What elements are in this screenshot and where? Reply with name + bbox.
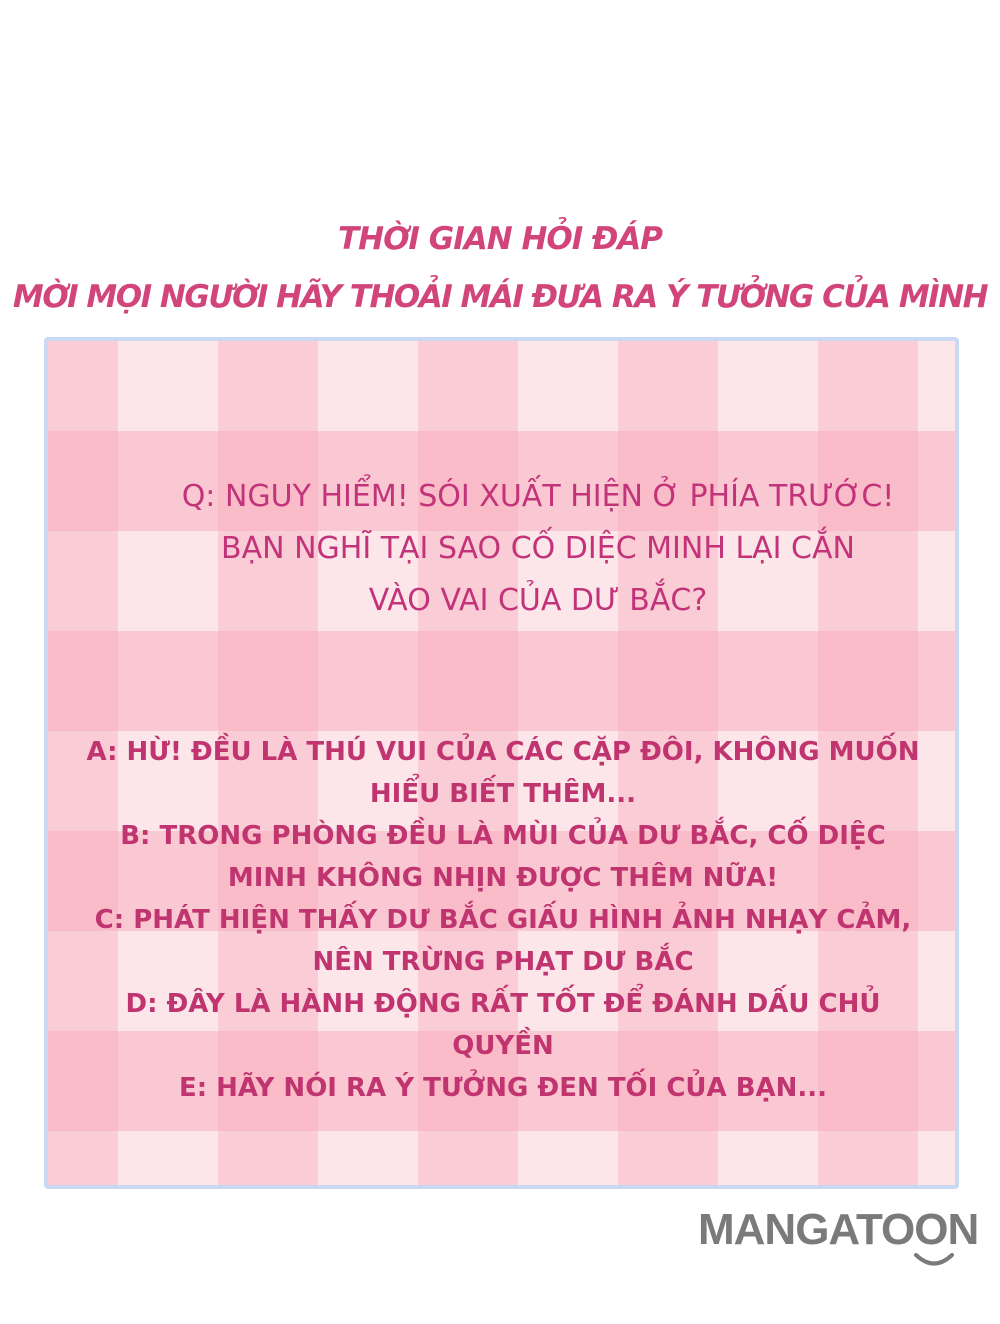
answer-a-line: A: HỪ! ĐỀU LÀ THÚ VUI CỦA CÁC CẶP ĐÔI, KHÔNG MUỐN	[86, 737, 920, 767]
question-block	[108, 471, 959, 627]
answer-e-line: E: HÃY NÓI RA Ý TƯỞNG ĐEN TỐI CỦA BẠN...	[178, 1073, 828, 1103]
header-subtitle: MỜI MỌI NGƯỜI HÃY THOẢI MÁI ĐƯA RA Ý TƯỞNG CỦA MÌNH	[12, 279, 988, 315]
answers-block	[78, 731, 928, 1109]
answer-d-line: D: ĐÂY LÀ HÀNH ĐỘNG RẤT TỐT ĐỂ ĐÁNH DẤU CHỦ	[125, 989, 881, 1019]
smile-icon	[912, 1252, 956, 1268]
answer-a-line: HIỂU BIẾT THÊM...	[369, 779, 637, 809]
qa-board	[44, 337, 959, 1189]
mangatoon-watermark: MANGATOON	[698, 1205, 979, 1254]
question-line: VÀO VAI CỦA DƯ BẮC?	[368, 583, 708, 618]
question-line: Q: NGUY HIỂM! SÓI XUẤT HIỆN Ở PHÍA TRƯỚC!	[181, 479, 895, 514]
answer-d-line: QUYỀN	[452, 1031, 554, 1061]
question-line: BẠN NGHĨ TẠI SAO CỐ DIỆC MINH LẠI CẮN	[221, 531, 855, 566]
answer-b-line: MINH KHÔNG NHỊN ĐƯỢC THÊM NỮA!	[227, 863, 779, 893]
answer-b-line: B: TRONG PHÒNG ĐỀU LÀ MÙI CỦA DƯ BẮC, CỐ DIỆC	[120, 821, 886, 851]
answer-c-line: C: PHÁT HIỆN THẤY DƯ BẮC GIẤU HÌNH ẢNH NHẠY CẢM,	[94, 905, 912, 935]
answer-c-line: NÊN TRỪNG PHẠT DƯ BẮC	[312, 947, 694, 977]
header-title: THỜI GIAN HỎI ĐÁP	[337, 221, 662, 257]
